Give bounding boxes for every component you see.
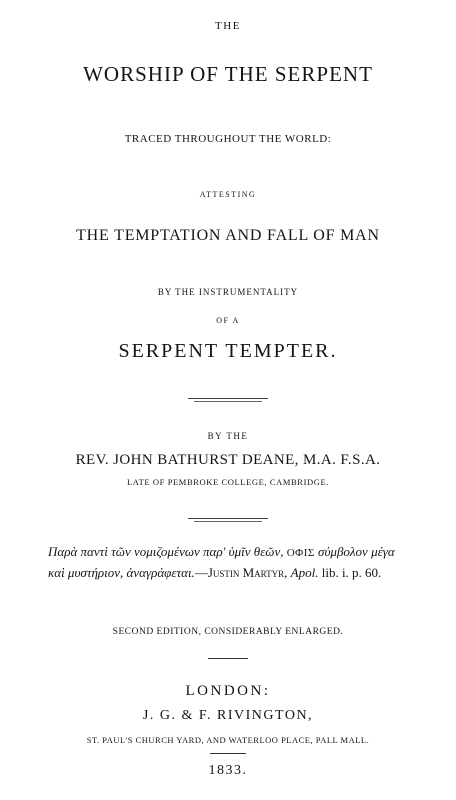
- greek-epigraph: [48, 542, 428, 582]
- theme-heading: THE TEMPTATION AND FALL OF MAN: [76, 227, 380, 244]
- author-affiliation: LATE OF PEMBROKE COLLEGE, CAMBRIDGE.: [127, 477, 329, 487]
- imprint-publisher: J. G. & F. RIVINGTON,: [142, 708, 314, 723]
- imprint-address: ST. PAUL'S CHURCH YARD, AND WATERLOO PLACE, PALL MALL.: [86, 735, 370, 745]
- epigraph-dash: —: [194, 565, 208, 580]
- epigraph-separator: ,: [284, 565, 291, 580]
- divider-rule: [188, 518, 268, 519]
- article-the: THE: [215, 20, 241, 32]
- divider-rule: [188, 398, 268, 399]
- instrumentality-label: BY THE INSTRUMENTALITY: [157, 287, 299, 297]
- attesting-label: ATTESTING: [199, 190, 257, 199]
- divider-rule: [210, 753, 246, 754]
- divider-rule: [208, 658, 248, 659]
- edition-statement: SECOND EDITION, CONSIDERABLY ENLARGED.: [112, 627, 344, 637]
- epigraph-greek-text: καὶ μυστήριον, ἀναγράφεται.: [48, 565, 195, 580]
- epigraph-line-1: [48, 542, 428, 563]
- of-a-label: OF A: [216, 316, 240, 325]
- epigraph-greek-text: Παρὰ παντὶ τῶν νομιζομένων παρ' ὑμῖν θεῶν,: [48, 544, 287, 559]
- imprint-year: 1833.: [208, 763, 248, 778]
- epigraph-author: Justin Martyr: [207, 565, 285, 580]
- epigraph-work: Apol.: [290, 565, 319, 580]
- book-subtitle: TRACED THROUGHOUT THE WORLD:: [124, 133, 332, 145]
- epigraph-ophis: ΟΦΙΣ: [286, 547, 315, 559]
- by-the-label: BY THE: [207, 431, 249, 441]
- epigraph-line-2: [48, 563, 428, 582]
- book-title: WORSHIP OF THE SERPENT: [83, 62, 373, 86]
- imprint-place: LONDON:: [185, 683, 271, 699]
- serpent-tempter-heading: SERPENT TEMPTER.: [118, 340, 338, 362]
- epigraph-greek-text: σύμβολον μέγα: [314, 544, 395, 559]
- author-name: REV. JOHN BATHURST DEANE, M.A. F.S.A.: [75, 452, 381, 468]
- epigraph-reference: lib. i. p. 60.: [318, 565, 382, 580]
